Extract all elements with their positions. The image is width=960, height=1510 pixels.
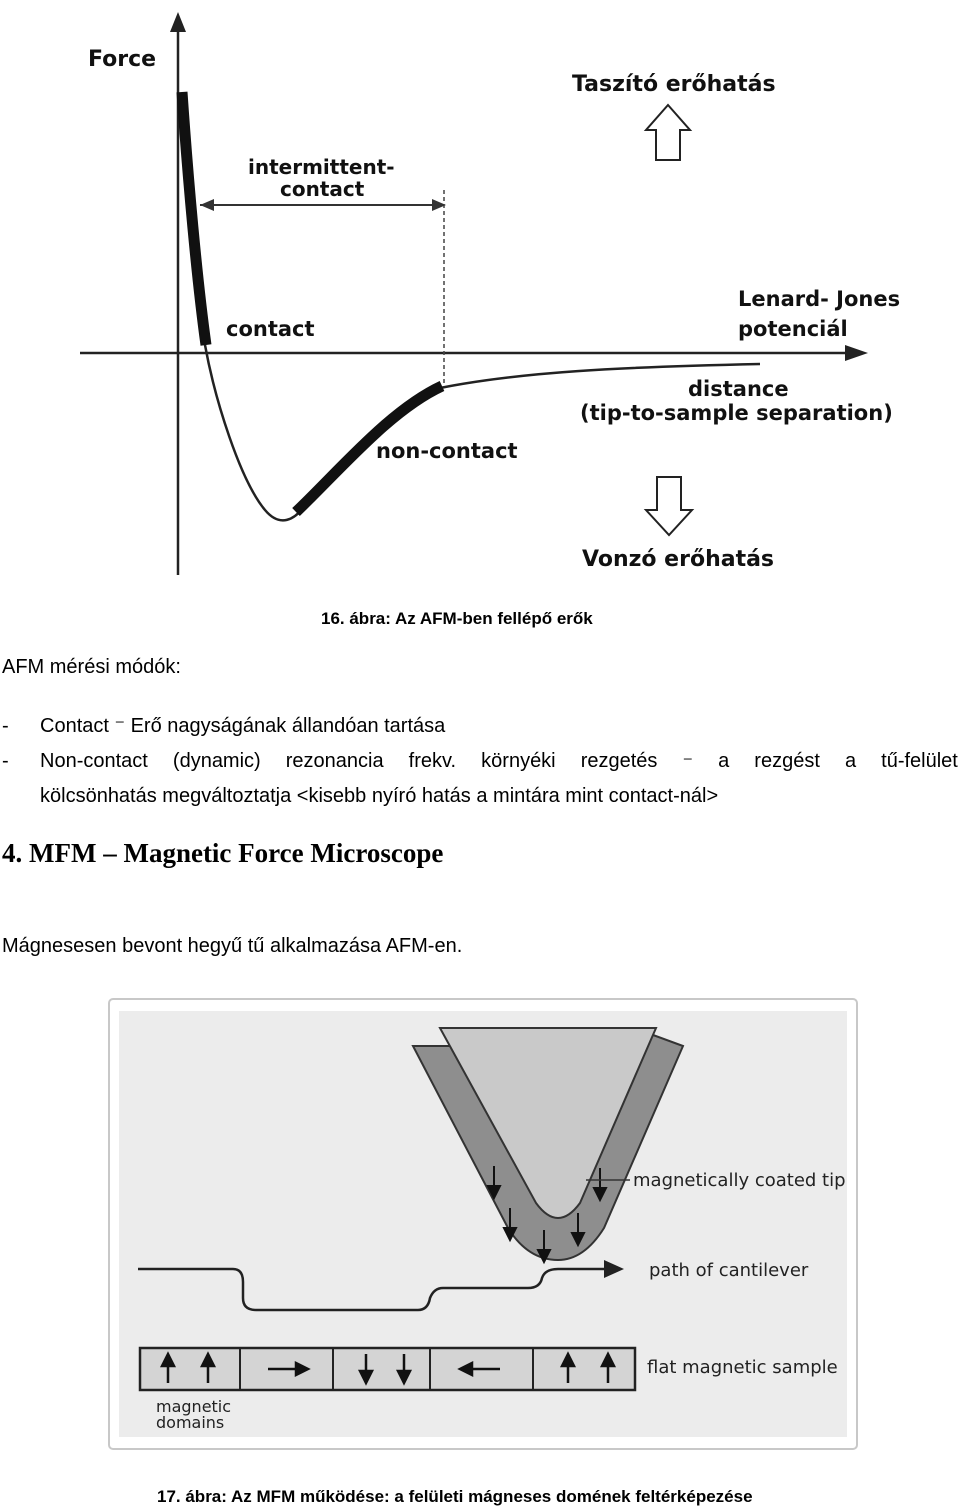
- magnetic-sample-bar: [140, 1348, 635, 1390]
- repulsive-label: Taszító erőhatás: [572, 72, 776, 97]
- tip-label: magnetically coated tip: [633, 1170, 846, 1191]
- mfm-figure: [108, 998, 858, 1450]
- intermittent-label-line2: contact: [280, 177, 365, 201]
- distance-label-line2: (tip-to-sample separation): [580, 401, 893, 425]
- word: rezgést: [754, 750, 820, 772]
- word: tű-felület: [881, 750, 958, 772]
- bullet-continuation: kölcsönhatás megváltoztatja <kisebb nyíró hatás a mintára mint contact-nál>: [40, 785, 719, 807]
- intro-text: Mágnesesen bevont hegyű tű alkalmazása AFM-en.: [2, 935, 463, 957]
- potential-label-line1: Lenard- Jones: [738, 287, 901, 311]
- bullet-text-contact: Contact ⁻ Erő nagyságának állandóan tartása: [40, 715, 446, 737]
- range-left-arrow-icon: [200, 199, 214, 211]
- word: ⁻: [682, 752, 694, 774]
- domains-label-line1: magnetic: [156, 1397, 232, 1416]
- word: környéki: [481, 750, 556, 772]
- contact-segment: [182, 92, 206, 345]
- word: rezonancia: [285, 750, 384, 772]
- bullet-item-non-contact: - Non-contact (dynamic) rezonancia frekv. környéki rezgetés ⁻ a rezgést a tű-felület: [2, 750, 958, 774]
- intermittent-label-line1: intermittent-: [248, 155, 395, 179]
- non-contact-label: non-contact: [376, 439, 518, 463]
- word: frekv.: [408, 750, 457, 772]
- hollow-down-arrow-icon: [646, 477, 692, 535]
- word: a: [844, 750, 857, 772]
- section-heading: 4. MFM – Magnetic Force Microscope: [2, 838, 444, 868]
- potential-label-line2: potenciál: [738, 317, 848, 341]
- word: (dynamic): [172, 750, 261, 772]
- y-axis-arrow-icon: [170, 12, 186, 32]
- figure2-caption: 17. ábra: Az MFM működése: a felületi mágneses domének feltérképezése: [157, 1487, 753, 1506]
- word: rezgetés: [580, 750, 658, 772]
- x-axis-arrow-icon: [845, 345, 868, 361]
- word: Non-contact: [40, 750, 148, 772]
- bullet-text-non-contact: [40, 750, 958, 775]
- bullet-item-contact: - Contact ⁻ Erő nagyságának állandóan tartása: [2, 715, 446, 737]
- force-axis-label: Force: [88, 47, 157, 72]
- sample-label: flat magnetic sample: [647, 1357, 838, 1378]
- contact-label: contact: [226, 317, 315, 341]
- hollow-up-arrow-icon: [646, 105, 690, 160]
- force-distance-figure: [0, 0, 960, 600]
- path-label: path of cantilever: [649, 1260, 809, 1281]
- word: a: [718, 750, 730, 772]
- distance-label-line1: distance: [688, 377, 789, 401]
- attractive-label: Vonzó erőhatás: [582, 547, 775, 572]
- domains-label-line2: domains: [156, 1413, 225, 1432]
- figure1-caption: 16. ábra: Az AFM-ben fellépő erők: [321, 609, 593, 628]
- section-label: AFM mérési módók:: [2, 656, 181, 678]
